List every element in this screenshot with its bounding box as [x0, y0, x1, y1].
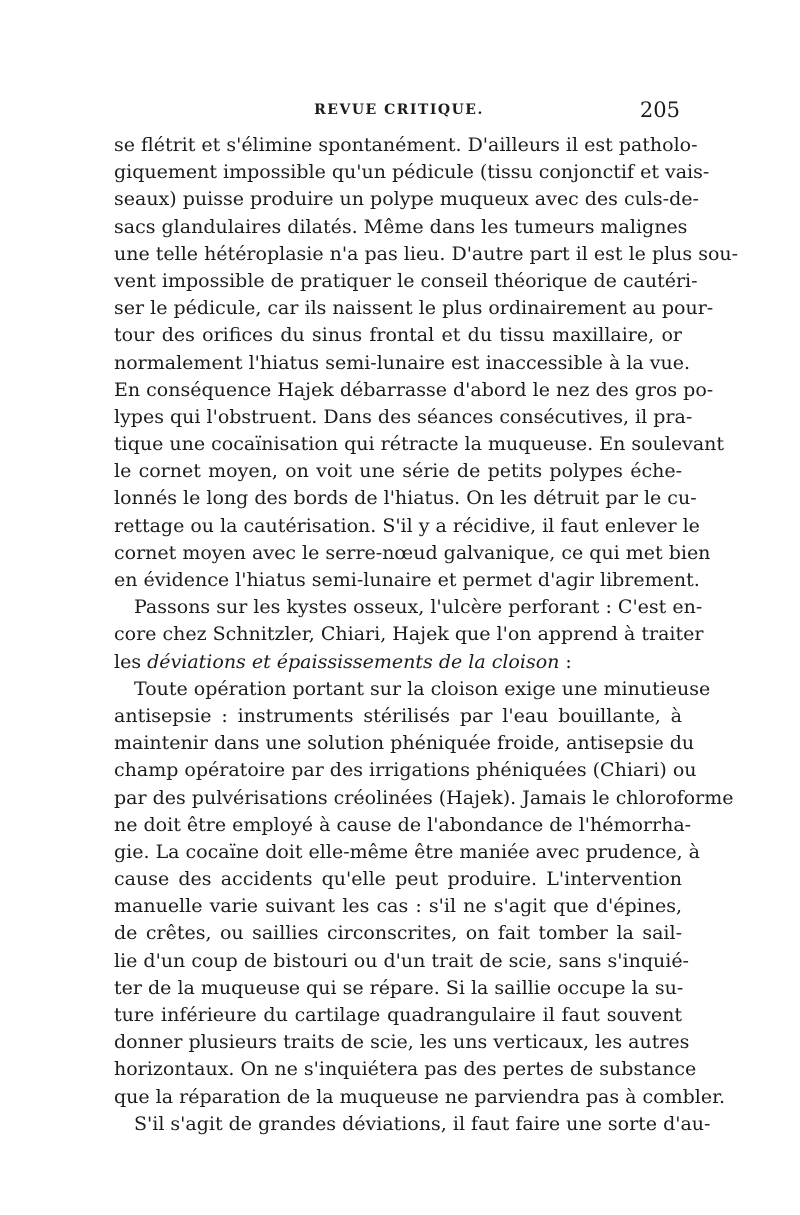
- paragraph-start-line: Passons sur les kystes osseux, l'ulcère perforant : C'est en-: [134, 596, 703, 619]
- paragraph-end-line: en évidence l'hiatus semi-lunaire et permet d'agir librement.: [114, 569, 700, 591]
- text-line: En conséquence Hajek débarrasse d'abord le nez des gros po-: [114, 378, 714, 401]
- paragraph-start-line: S'il s'agit de grandes déviations, il faut faire une sorte d'au-: [134, 1112, 711, 1135]
- text-line: lie d'un coup de bistouri ou d'un trait de scie, sans s'inquié-: [114, 949, 689, 972]
- italic-section-term: déviations et épaississements de la cloison: [147, 650, 560, 673]
- text-line: de crêtes, ou saillies circonscrites, on fait tomber la sail-: [114, 922, 682, 945]
- text-line: donner plusieurs traits de scie, les uns verticaux, les autres: [114, 1031, 690, 1054]
- text-line: sacs glandulaires dilatés. Même dans les tumeurs malignes: [114, 215, 688, 238]
- text-line: ne doit être employé à cause de l'abondance de l'hémorrha-: [114, 813, 692, 836]
- text-line: gie. La cocaïne doit elle-même être maniée avec prudence, à: [114, 840, 701, 863]
- text-line: le cornet moyen, on voit une série de petits polypes éche-: [114, 460, 682, 483]
- text-line: ture inférieure du cartilage quadrangulaire il faut souvent: [114, 1004, 682, 1026]
- text-line: cause des accidents qu'elle peut produire. L'intervention: [114, 868, 682, 891]
- text-line: lypes qui l'obstruent. Dans des séances consécutives, il pra-: [114, 405, 693, 428]
- body-text: [114, 132, 739, 1138]
- text-line: normalement l'hiatus semi-lunaire est inaccessible à la vue.: [114, 351, 691, 374]
- text-line: giquement impossible qu'un pédicule (tissu conjonctif et vais-: [114, 161, 710, 184]
- text-line: par des pulvérisations créolinées (Hajek). Jamais le chloroforme: [114, 786, 734, 809]
- text-line: lonnés le long des bords de l'hiatus. On les détruit par le cu-: [114, 487, 697, 510]
- text-line: tour des orifices du sinus frontal et du tissu maxillaire, or: [114, 324, 682, 347]
- text-line: horizontaux. On ne s'inquiétera pas des pertes de substance: [114, 1058, 697, 1081]
- text-line: ser le pédicule, car ils naissent le plus ordinairement au pour-: [114, 297, 714, 320]
- running-title: REVUE CRITIQUE.: [314, 102, 484, 118]
- text-line: core chez Schnitzler, Chiari, Hajek que l'on apprend à traiter: [114, 623, 704, 646]
- text-line: cornet moyen avec le serre-nœud galvanique, ce qui met bien: [114, 541, 711, 564]
- paragraph-end-line: [114, 649, 682, 676]
- text-line: tique une cocaïnisation qui rétracte la muqueuse. En soulevant: [114, 433, 725, 456]
- text-segment: :: [559, 650, 572, 673]
- paragraph-start-line: Toute opération portant sur la cloison exige une minutieuse: [134, 677, 711, 700]
- text-segment: les: [114, 650, 148, 673]
- paragraph-end-line: que la réparation de la muqueuse ne parviendra pas à combler.: [114, 1085, 726, 1108]
- text-line: ter de la muqueuse qui se répare. Si la saillie occupe la su-: [114, 976, 684, 999]
- text-line: champ opératoire par des irrigations phéniquées (Chiari) ou: [114, 759, 697, 782]
- text-line: une telle hétéroplasie n'a pas lieu. D'autre part il est le plus sou-: [114, 242, 739, 265]
- text-line: manuelle varie suivant les cas : s'il ne s'agit que d'épines,: [114, 895, 682, 918]
- text-line: rettage ou la cautérisation. S'il y a récidive, il faut enlever le: [114, 514, 700, 537]
- text-line: antisepsie : instruments stérilisés par l'eau bouillante, à: [114, 704, 682, 727]
- text-line: seaux) puisse produire un polype muqueux avec des culs-de-: [114, 188, 699, 211]
- text-line: maintenir dans une solution phéniquée froide, antisepsie du: [114, 732, 695, 755]
- text-line: se flétrit et s'élimine spontanément. D'ailleurs il est patholo-: [114, 134, 698, 156]
- page-number: 205: [639, 98, 680, 122]
- text-line: vent impossible de pratiquer le conseil théorique de cautéri-: [114, 269, 698, 292]
- running-head: [118, 98, 680, 124]
